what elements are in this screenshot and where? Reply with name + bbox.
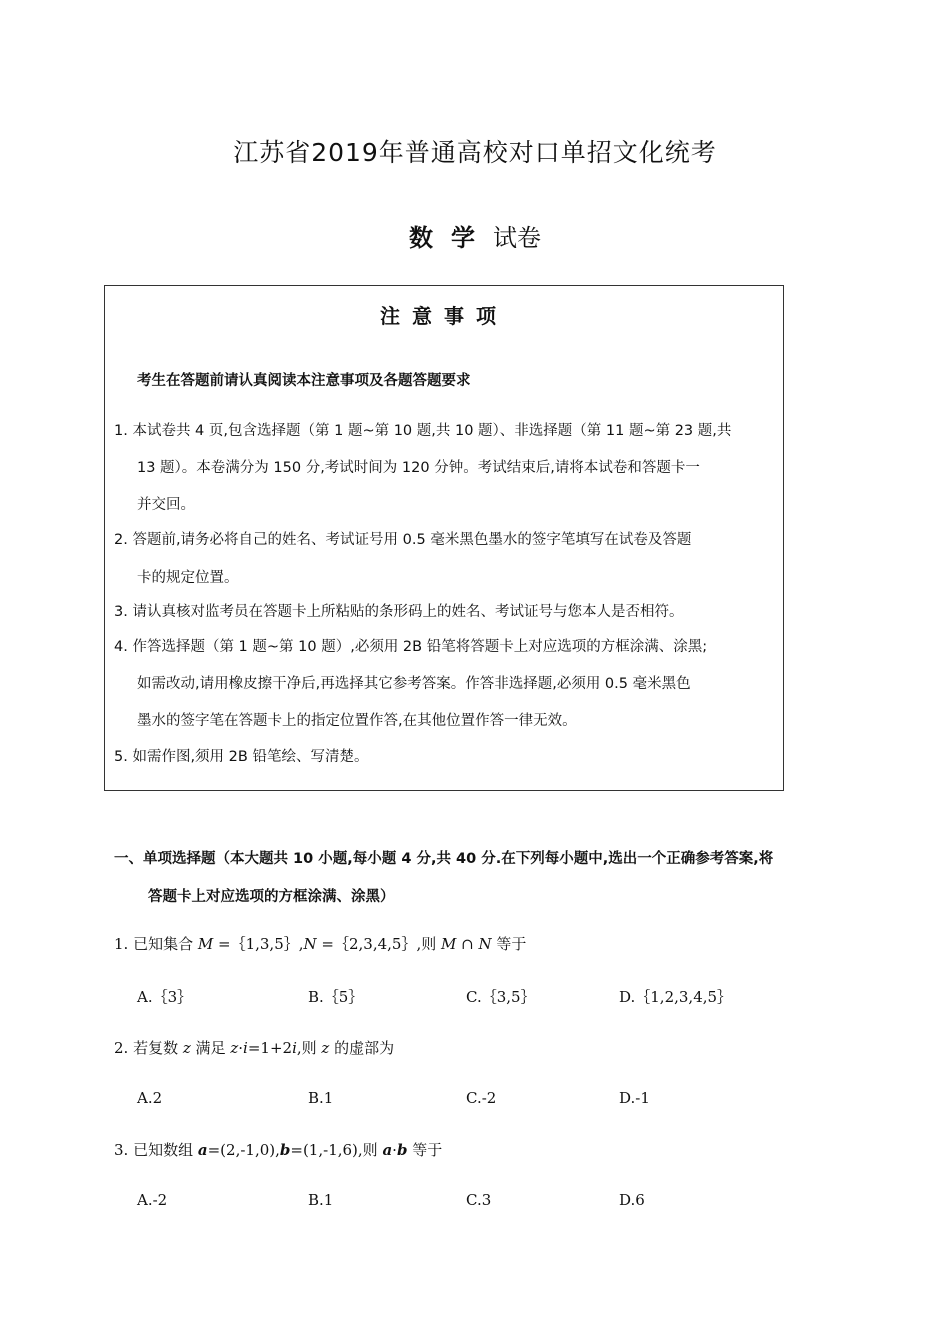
notice-intro: 考生在答题前请认真阅读本注意事项及各题答题要求 [137,373,471,389]
notice-line: 4. 作答选择题（第 1 题~第 10 题）,必须用 2B 铅笔将答题卡上对应选项的方框涂满、涂黑; [114,639,708,655]
notice-line: 13 题）。本卷满分为 150 分,考试时间为 120 分钟。考试结束后,请将本试卷和答题卡一 [137,460,700,476]
option-b: B.1 [308,1089,334,1107]
option-b: B.｛5｝ [308,988,364,1006]
option-d: D.｛1,2,3,4,5｝ [619,988,733,1006]
document-title: 江苏省2019年普通高校对口单招文化统考 [233,138,717,167]
notice-line: 3. 请认真核对监考员在答题卡上所粘贴的条形码上的姓名、考试证号与您本人是否相符。 [114,604,684,620]
option-c: C.-2 [466,1089,497,1107]
option-a: A.2 [137,1089,163,1107]
notice-line: 并交回。 [137,497,195,513]
notice-line: 2. 答题前,请务必将自己的姓名、考试证号用 0.5 毫米黑色墨水的签字笔填写在试卷及答题 [114,532,692,548]
subtitle [0,218,950,253]
option-a: A.-2 [137,1191,168,1209]
option-d: D.-1 [619,1089,650,1107]
question-2: 2. 若复数 z 满足 z·i=1+2i,则 z 的虚部为 [114,1039,395,1057]
subtitle-suffix: 试卷 [493,224,541,252]
notice-line: 墨水的签字笔在答题卡上的指定位置作答,在其他位置作答一律无效。 [137,713,577,729]
option-c: C.3 [466,1191,492,1209]
question-1: 1. 已知集合 M =｛1,3,5｝,N =｛2,3,4,5｝,则 M ∩ N 等于 [114,935,527,953]
notice-heading: 注意事项 [380,304,508,328]
notice-line: 卡的规定位置。 [137,570,239,586]
subject-name: 数学 [409,224,493,252]
option-d: D.6 [619,1191,645,1209]
notice-line: 1. 本试卷共 4 页,包含选择题（第 1 题~第 10 题,共 10 题）、非选择题（第 11 题~第 23 题,共 [114,423,732,439]
notice-line: 5. 如需作图,须用 2B 铅笔绘、写清楚。 [114,749,369,765]
option-c: C.｛3,5｝ [466,988,536,1006]
question-3: 3. 已知数组 a=(2,-1,0),b=(1,-1,6),则 a·b 等于 [114,1141,443,1159]
section-heading: 一、单项选择题（本大题共 10 小题,每小题 4 分,共 40 分.在下列每小题中,选出一个正确参考答案,将 [114,851,774,867]
notice-line: 如需改动,请用橡皮擦干净后,再选择其它参考答案。作答非选择题,必须用 0.5 毫米黑色 [137,676,691,692]
section-heading-cont: 答题卡上对应选项的方框涂满、涂黑） [148,889,395,905]
option-b: B.1 [308,1191,334,1209]
option-a: A.｛3｝ [137,988,193,1006]
